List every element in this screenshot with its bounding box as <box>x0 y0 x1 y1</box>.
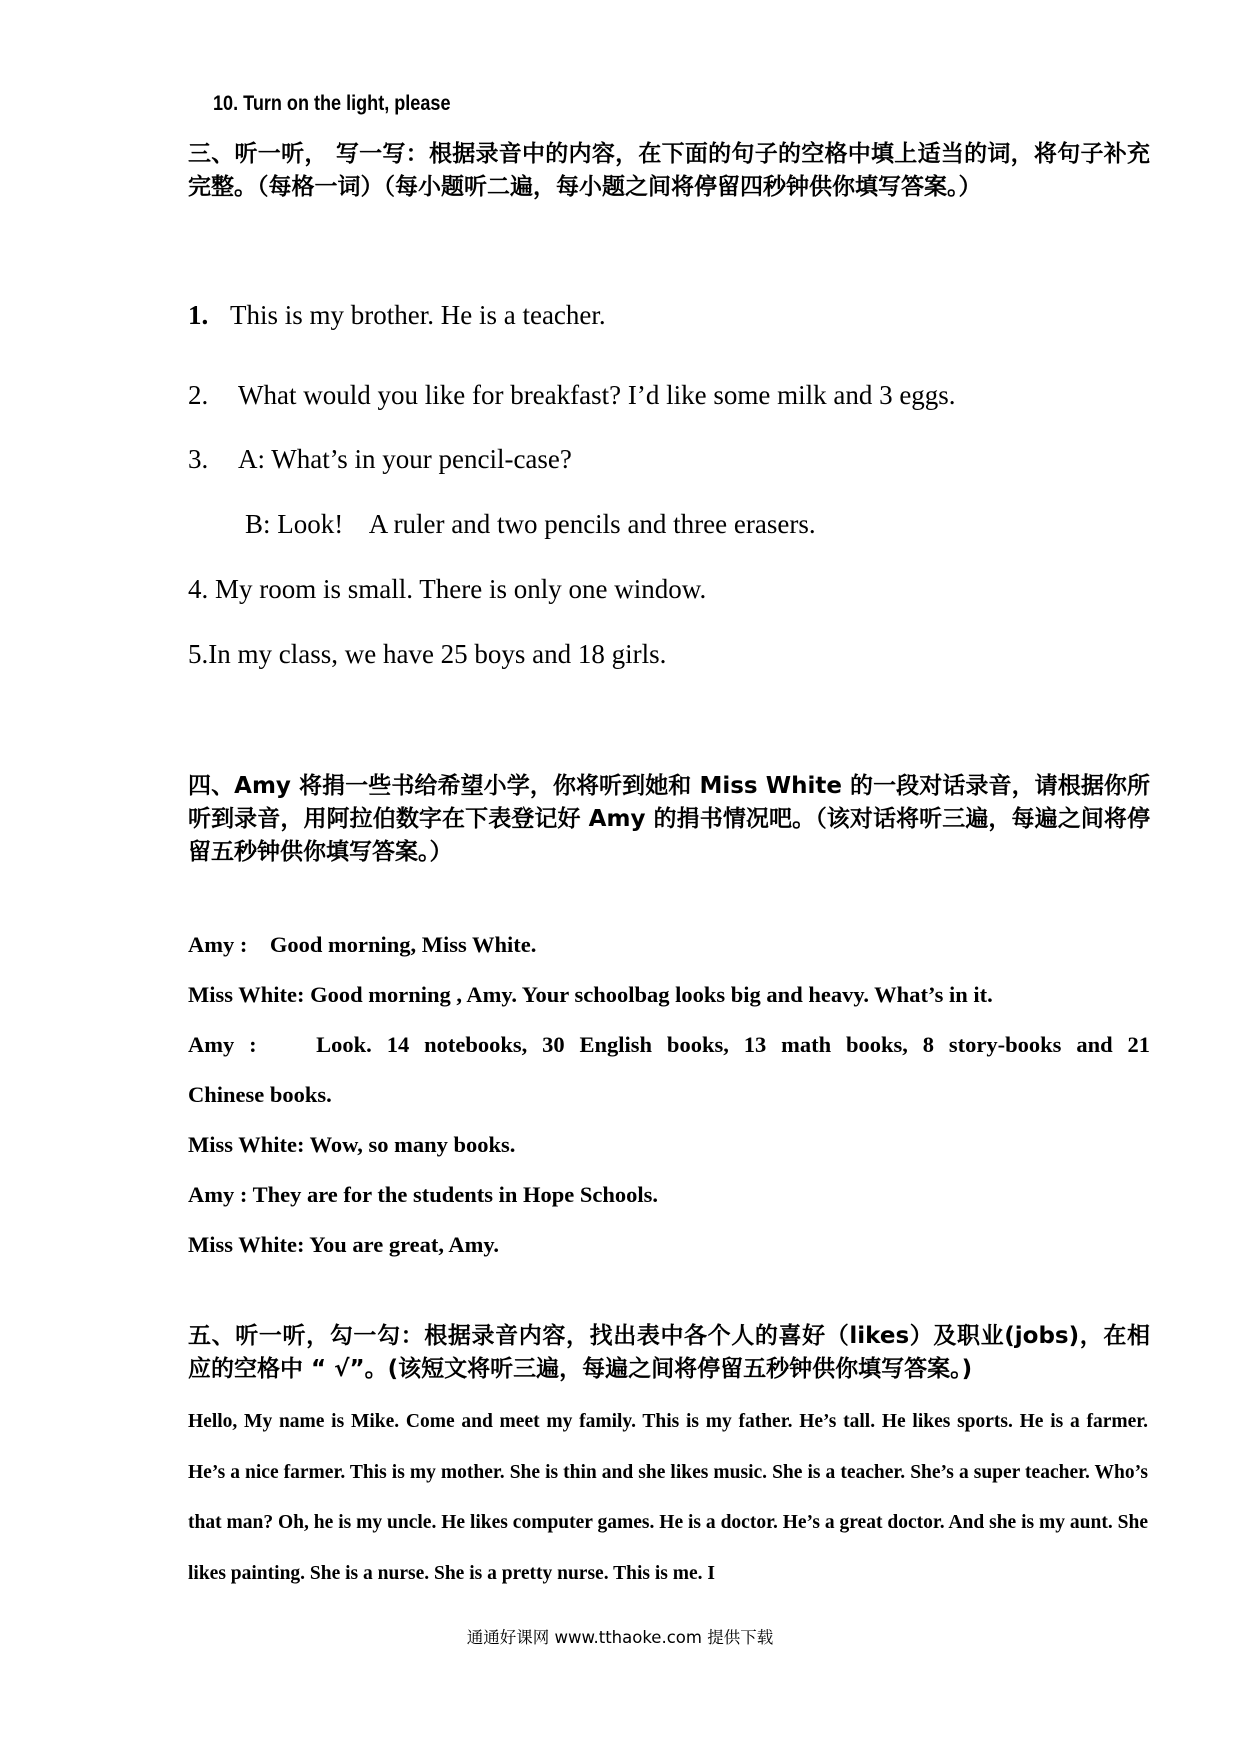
section-3-heading: 三、听一听， 写一写：根据录音中的内容，在下面的句子的空格中填上适当的词，将句子补充完整。（每格一词）（每小题听二遍，每小题之间将停留四秒钟供你填写答案。） <box>188 141 1150 200</box>
question-1-number: 1. <box>188 300 209 330</box>
dialogue-line-6: Miss White: You are great, Amy. <box>188 1232 500 1257</box>
page-footer: 通通好课网 www.tthaoke.com 提供下载 <box>466 1628 774 1647</box>
question-3-line-b: B: Look! A ruler and two pencils and three erasers. <box>245 509 816 539</box>
dialogue-line-2: Miss White: Good morning , Amy. Your schoolbag looks big and heavy. What’s in it. <box>188 982 993 1007</box>
dialogue-line-4: Miss White: Wow, so many books. <box>188 1132 516 1157</box>
item-10: 10. Turn on the light, please <box>213 92 451 115</box>
listening-passage: Hello, My name is Mike. Come and meet my family. This is my father. He’s tall. He likes sports. He is a farmer. He’s a nice farmer. This is my mother. She is thin and she likes music. She is a teacher. She’s a super teacher. Who’s that man? Oh, he is my uncle. He likes computer games. He is a doctor. He’s a great doctor. And she is my aunt. She likes painting. She is a nurse. She is a pretty nurse. This is me. I <box>188 1411 1148 1584</box>
section-4-heading: 四、Amy 将捐一些书给希望小学，你将听到她和 Miss White 的一段对话录音，请根据你所听到录音，用阿拉伯数字在下表登记好 Amy 的捐书情况吧。（该对话将听三遍，每遍之间将停留五秒钟供你填写答案。） <box>188 773 1150 865</box>
dialogue-line-3-continued: Chinese books. <box>188 1082 332 1107</box>
question-1-text: This is my brother. He is a teacher. <box>230 300 606 330</box>
section-5-heading: 五、听一听，勾一勾：根据录音内容，找出表中各个人的喜好（likes）及职业(jobs)，在相应的空格中 “ √”。(该短文将听三遍，每遍之间将停留五秒钟供你填写答案。) <box>188 1323 1150 1382</box>
question-5: 5.In my class, we have 25 boys and 18 girls. <box>188 639 667 669</box>
dialogue-line-1: Amy : Good morning, Miss White. <box>188 932 537 957</box>
question-3-line-a: A: What’s in your pencil-case? <box>238 444 572 474</box>
dialogue-line-5: Amy : They are for the students in Hope Schools. <box>188 1182 659 1207</box>
question-2-number: 2. <box>188 380 209 410</box>
dialogue-line-3: Amy : Look. 14 notebooks, 30 English books, 13 math books, 8 story-books and 21 <box>188 1032 1150 1057</box>
question-3-number: 3. <box>188 444 209 474</box>
question-4: 4. My room is small. There is only one window. <box>188 574 707 604</box>
question-3 <box>188 442 572 476</box>
question-2 <box>188 378 956 412</box>
question-2-text: What would you like for breakfast? I’d like some milk and 3 eggs. <box>238 380 956 410</box>
question-1 <box>188 298 606 332</box>
